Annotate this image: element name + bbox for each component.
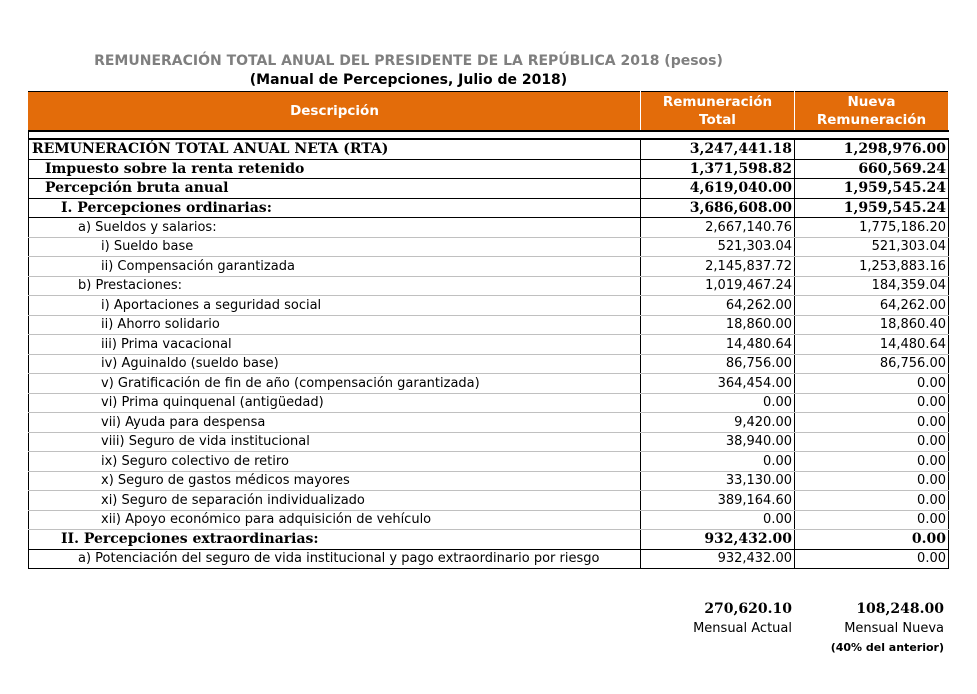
row-description: REMUNERACIÓN TOTAL ANUAL NETA (RTA) xyxy=(29,139,641,159)
row-total: 521,303.04 xyxy=(641,237,795,257)
table-row xyxy=(29,491,949,511)
row-description: viii) Seguro de vida institucional xyxy=(29,432,641,452)
row-total: 2,145,837.72 xyxy=(641,257,795,277)
row-nueva: 1,253,883.16 xyxy=(795,257,949,277)
row-total: 0.00 xyxy=(641,510,795,530)
row-description: i) Sueldo base xyxy=(29,237,641,257)
row-nueva: 14,480.64 xyxy=(795,335,949,355)
row-total: 3,686,608.00 xyxy=(641,198,795,218)
table-row xyxy=(29,530,949,550)
row-nueva: 0.00 xyxy=(795,374,949,394)
monthly-new-note: (40% del anterior) xyxy=(830,641,944,654)
monthly-actual-value: 270,620.10 xyxy=(704,601,792,617)
row-nueva: 18,860.40 xyxy=(795,315,949,335)
table-row xyxy=(29,471,949,491)
row-description: vii) Ayuda para despensa xyxy=(29,413,641,433)
row-nueva: 0.00 xyxy=(795,413,949,433)
spacer-row xyxy=(29,131,949,139)
table-row xyxy=(29,237,949,257)
table-row xyxy=(29,179,949,199)
row-total: 389,164.60 xyxy=(641,491,795,511)
row-nueva: 1,775,186.20 xyxy=(795,218,949,238)
row-description: v) Gratificación de fin de año (compensación garantizada) xyxy=(29,374,641,394)
row-description: x) Seguro de gastos médicos mayores xyxy=(29,471,641,491)
report-subtitle: (Manual de Percepciones, Julio de 2018) xyxy=(249,72,568,88)
row-description: ii) Ahorro solidario xyxy=(29,315,641,335)
row-nueva: 0.00 xyxy=(795,471,949,491)
report-title: REMUNERACIÓN TOTAL ANUAL DEL PRESIDENTE DE LA REPÚBLICA 2018 (pesos) xyxy=(94,53,723,69)
row-total: 18,860.00 xyxy=(641,315,795,335)
row-total: 0.00 xyxy=(641,393,795,413)
row-total: 4,619,040.00 xyxy=(641,179,795,199)
row-total: 932,432.00 xyxy=(641,549,795,569)
table-row xyxy=(29,257,949,277)
table-row xyxy=(29,296,949,316)
row-nueva: 0.00 xyxy=(795,452,949,472)
row-nueva: 0.00 xyxy=(795,510,949,530)
header-remuneracion-total xyxy=(641,92,795,132)
row-description: iii) Prima vacacional xyxy=(29,335,641,355)
monthly-new-value: 108,248.00 xyxy=(856,601,944,617)
row-total: 9,420.00 xyxy=(641,413,795,433)
table-header xyxy=(29,92,949,132)
row-nueva: 1,298,976.00 xyxy=(795,139,949,159)
remuneration-table xyxy=(28,91,949,569)
row-total: 2,667,140.76 xyxy=(641,218,795,238)
row-description: a) Potenciación del seguro de vida institucional y pago extraordinario por riesgo xyxy=(29,549,641,569)
row-nueva: 64,262.00 xyxy=(795,296,949,316)
row-nueva: 1,959,545.24 xyxy=(795,179,949,199)
row-total: 1,019,467.24 xyxy=(641,276,795,296)
table-row xyxy=(29,510,949,530)
row-total: 64,262.00 xyxy=(641,296,795,316)
row-nueva: 0.00 xyxy=(795,393,949,413)
table-row xyxy=(29,432,949,452)
monthly-new-label: Mensual Nueva xyxy=(844,621,944,636)
table-row xyxy=(29,413,949,433)
table-row xyxy=(29,374,949,394)
row-description: a) Sueldos y salarios: xyxy=(29,218,641,238)
row-total: 364,454.00 xyxy=(641,374,795,394)
row-description: iv) Aguinaldo (sueldo base) xyxy=(29,354,641,374)
row-description: vi) Prima quinquenal (antigüedad) xyxy=(29,393,641,413)
table-row xyxy=(29,218,949,238)
row-description: ix) Seguro colectivo de retiro xyxy=(29,452,641,472)
table-row xyxy=(29,139,949,159)
row-description: xi) Seguro de separación individualizado xyxy=(29,491,641,511)
row-total: 1,371,598.82 xyxy=(641,159,795,179)
monthly-actual-label: Mensual Actual xyxy=(693,621,792,636)
row-nueva: 1,959,545.24 xyxy=(795,198,949,218)
row-nueva: 86,756.00 xyxy=(795,354,949,374)
table-row xyxy=(29,393,949,413)
table-row xyxy=(29,549,949,569)
table-row xyxy=(29,354,949,374)
row-total: 0.00 xyxy=(641,452,795,472)
row-total: 86,756.00 xyxy=(641,354,795,374)
header-descripcion: Descripción xyxy=(29,92,641,132)
row-nueva: 660,569.24 xyxy=(795,159,949,179)
header-nueva-remuneracion xyxy=(795,92,949,132)
row-description: II. Percepciones extraordinarias: xyxy=(29,530,641,550)
table-row xyxy=(29,198,949,218)
row-description: i) Aportaciones a seguridad social xyxy=(29,296,641,316)
row-nueva: 521,303.04 xyxy=(795,237,949,257)
table-row xyxy=(29,315,949,335)
header-total-line1: Remuneración xyxy=(662,94,773,110)
row-total: 932,432.00 xyxy=(641,530,795,550)
row-nueva: 0.00 xyxy=(795,530,949,550)
row-description: I. Percepciones ordinarias: xyxy=(29,198,641,218)
row-description: ii) Compensación garantizada xyxy=(29,257,641,277)
table-row xyxy=(29,159,949,179)
header-nueva-line1: Nueva xyxy=(847,94,896,110)
row-description: b) Prestaciones: xyxy=(29,276,641,296)
header-nueva-line2: Remuneración xyxy=(816,112,927,128)
row-description: Percepción bruta anual xyxy=(29,179,641,199)
table-row xyxy=(29,276,949,296)
table-row xyxy=(29,335,949,355)
row-description: Impuesto sobre la renta retenido xyxy=(29,159,641,179)
table-row xyxy=(29,452,949,472)
header-total-line2: Total xyxy=(699,112,736,128)
row-total: 33,130.00 xyxy=(641,471,795,491)
row-nueva: 184,359.04 xyxy=(795,276,949,296)
row-total: 14,480.64 xyxy=(641,335,795,355)
row-total: 38,940.00 xyxy=(641,432,795,452)
row-nueva: 0.00 xyxy=(795,491,949,511)
row-description: xii) Apoyo económico para adquisición de vehículo xyxy=(29,510,641,530)
row-total: 3,247,441.18 xyxy=(641,139,795,159)
row-nueva: 0.00 xyxy=(795,549,949,569)
row-nueva: 0.00 xyxy=(795,432,949,452)
